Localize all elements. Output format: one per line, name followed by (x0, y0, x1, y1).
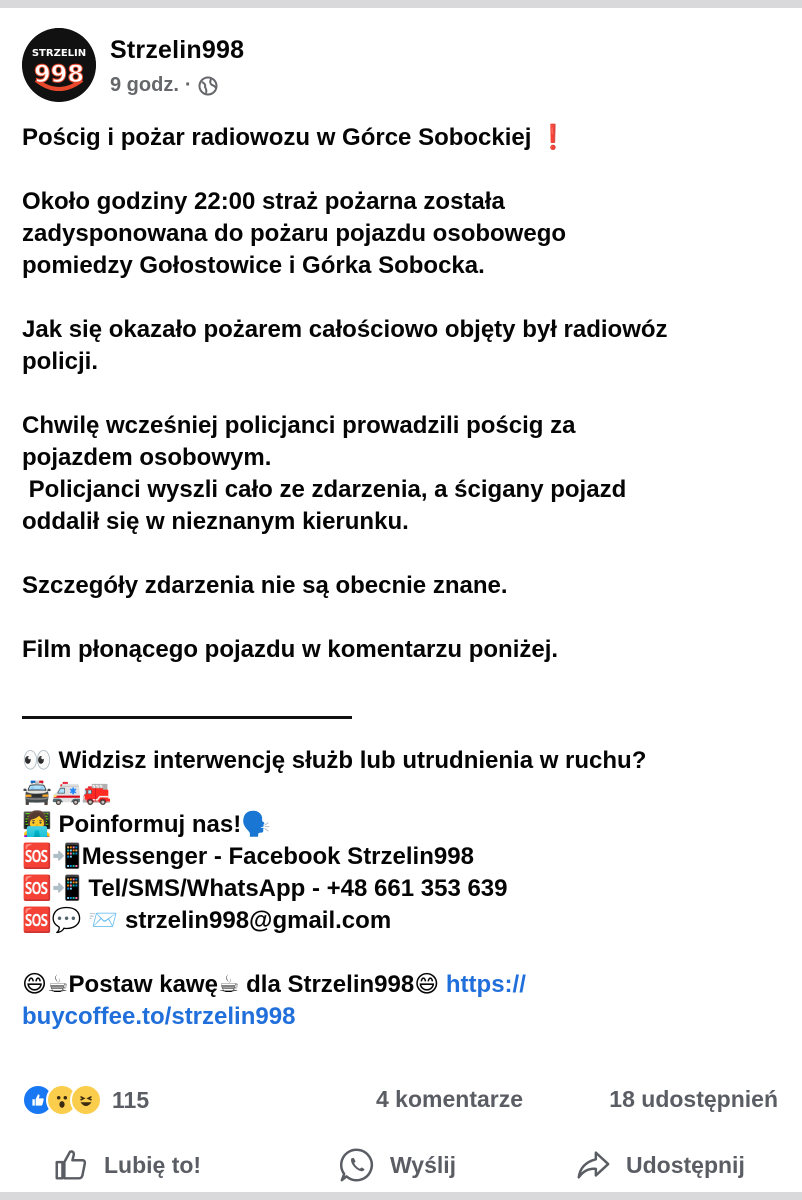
haha-reaction-icon (70, 1084, 102, 1116)
reaction-count: 115 (112, 1086, 150, 1113)
post-paragraph: Szczegóły zdarzenia nie są obecnie znane. (22, 572, 508, 599)
reactions-summary[interactable] (22, 1084, 149, 1116)
info-line: 👩‍💻 Poinformuj nas!🗣️ (22, 811, 272, 838)
avatar-logo (22, 28, 96, 102)
post-paragraph: Chwilę wcześniej policjanci prowadzili pościg za pojazdem osobowym. Policjanci wyszli cało ze zdarzenia, a ścigany pojazd oddalił się w nieznanym kierunku. (22, 412, 627, 535)
globe-icon (198, 76, 218, 96)
send-button[interactable] (338, 1140, 456, 1190)
post-title: Pościg i pożar radiowozu w Górce Sobockiej ❗ (22, 124, 568, 151)
info-line: 👀 Widzisz interwencję służb lub utrudnienia w ruchu? (22, 747, 647, 774)
divider-line (22, 716, 352, 719)
like-button[interactable] (52, 1140, 201, 1190)
post-time[interactable]: 9 godz. (110, 74, 179, 96)
like-button-label: Lubię to! (104, 1151, 202, 1178)
info-line: 🆘💬 📨 strzelin998@gmail.com (22, 907, 392, 934)
post-paragraph: Film płonącego pojazdu w komentarzu poniżej. (22, 636, 559, 663)
share-button-label: Udostępnij (626, 1151, 745, 1178)
post-meta (110, 74, 218, 97)
avatar-text-top: STRZELIN (31, 48, 87, 59)
send-button-label: Wyślij (390, 1151, 457, 1178)
post-body (22, 122, 792, 1033)
share-arrow-icon (574, 1146, 612, 1184)
post-actions (0, 1140, 802, 1192)
share-button[interactable] (574, 1140, 745, 1190)
coffee-text: 😄☕Postaw kawę☕ dla Strzelin998😄 (22, 971, 446, 998)
info-line: 🚔🚑🚒 (22, 779, 112, 806)
post-paragraph: Jak się okazało pożarem całościowo objęty był radiowóz policji. (22, 316, 668, 375)
coffee-link[interactable]: buycoffee.to/strzelin998 (22, 1003, 296, 1030)
post-card (0, 8, 802, 1192)
coffee-line-2 (22, 1001, 792, 1033)
page-name[interactable]: Strzelin998 (110, 36, 245, 64)
post-paragraph: Około godziny 22:00 straż pożarna została zadysponowana do pożaru pojazdu osobowego pomiedzy Gołostowice i Górka Sobocka. (22, 188, 567, 279)
post-stats (22, 1082, 782, 1118)
avatar-text-bottom: 998 (33, 60, 85, 88)
info-line: 🆘📲Messenger - Facebook Strzelin998 (22, 843, 474, 870)
thumbs-up-icon (52, 1146, 90, 1184)
coffee-link[interactable]: https:// (445, 971, 526, 998)
whatsapp-icon (338, 1146, 376, 1184)
avatar[interactable] (22, 28, 96, 102)
post-header (22, 28, 782, 108)
shares-count[interactable]: 18 udostępnień (609, 1086, 778, 1112)
comments-count[interactable]: 4 komentarze (376, 1086, 524, 1112)
info-line: 🆘📲 Tel/SMS/WhatsApp - +48 661 353 639 (22, 875, 508, 902)
coffee-line (22, 969, 792, 1001)
meta-separator: · (184, 74, 192, 96)
